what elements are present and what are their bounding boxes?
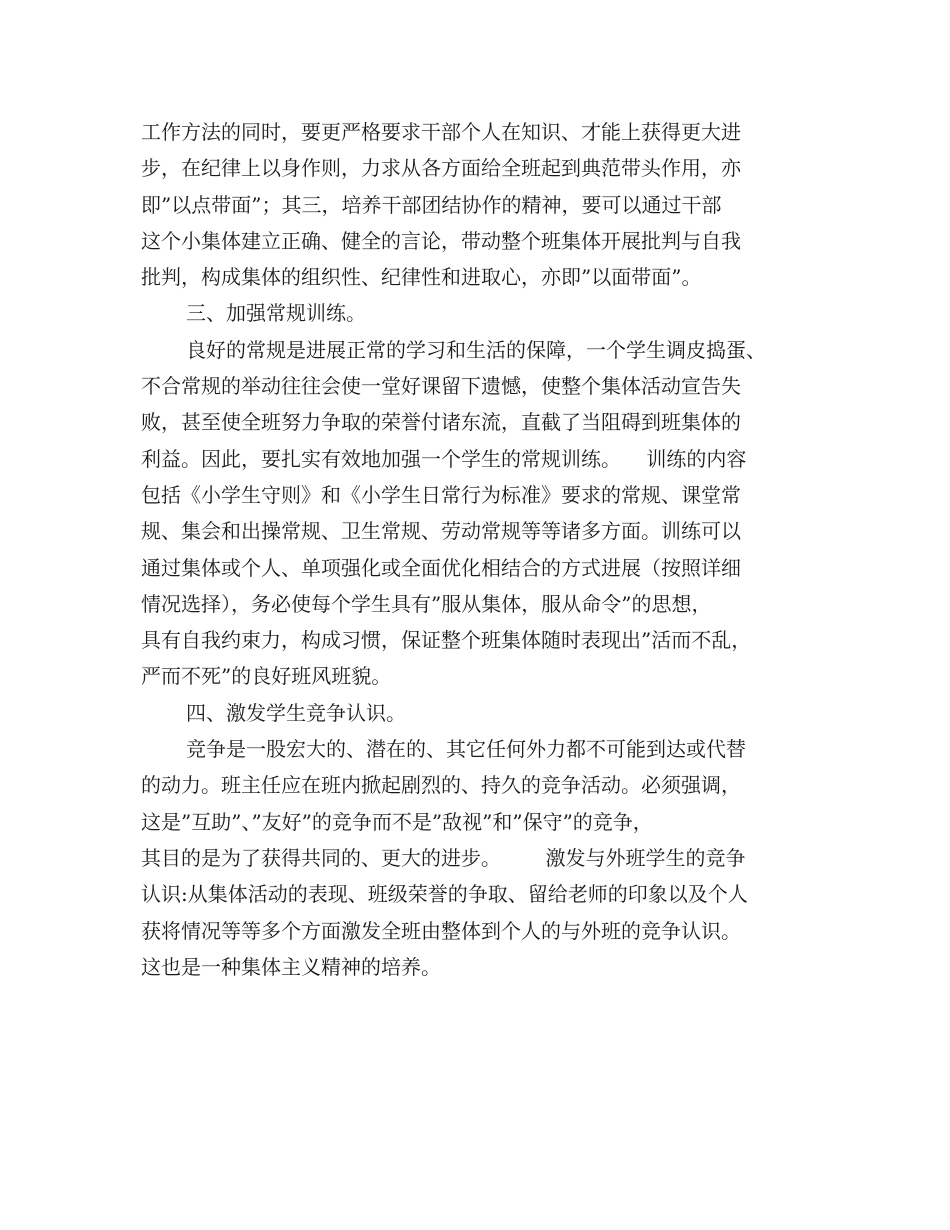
text-line: 竞争是一股宏大的、潜在的、其它任何外力都不可能到达或代替 [186, 737, 746, 762]
text-line: 具有自我约束力，构成习惯，保证整个班集体随时表现出”活而不乱， [141, 628, 752, 653]
text-line: 良好的常规是进展正常的学习和生活的保障，一个学生调皮捣蛋、 [186, 337, 766, 362]
text-line: 这个小集体建立正确、健全的言论，带动整个班集体开展批判与自我 [141, 228, 741, 253]
text-line: 工作方法的同时，要更严格要求干部个人在知识、才能上获得更大进 [141, 120, 741, 144]
text-line: 严而不死”的良好班风班貌。 [141, 664, 392, 689]
text-line: 这也是一种集体主义精神的培养。 [141, 954, 441, 979]
text-line: 认识:从集体活动的表现、班级荣誉的争取、留给老师的印象以及个人 [141, 882, 748, 907]
text-line: 四、激发学生竞争认识。 [186, 700, 406, 725]
text-line: 利益。因此，要扎实有效地加强一个学生的常规训练。 训练的内容 [141, 446, 747, 471]
text-line: 这是”互助”、”友好”的竞争而不是”敌视”和”保守”的竞争， [141, 809, 653, 834]
text-line: 不合常规的举动往往会使一堂好课留下遗憾，使整个集体活动宣告失 [141, 374, 741, 399]
text-line: 即”以点带面”；其三，培养干部团结协作的精神，要可以通过干部 [141, 192, 722, 217]
text-line: 通过集体或个人、单项强化或全面优化相结合的方式进展（按照详细 [141, 555, 741, 580]
text-line: 三、加强常规训练。 [186, 301, 366, 326]
document-body [141, 114, 841, 985]
text-line: 获将情况等等多个方面激发全班由整体到个人的与外班的竞争认识。 [141, 918, 741, 943]
text-line: 的动力。班主任应在班内掀起剧烈的、持久的竞争活动。必须强调， [141, 773, 741, 798]
text-line: 批判，构成集体的组织性、纪律性和进取心，亦即”以面带面”。 [141, 265, 702, 290]
text-line: 败，甚至使全班努力争取的荣誉付诸东流，直截了当阻碍到班集体的 [141, 410, 741, 435]
text-line: 情况选择），务必使每个学生具有”服从集体，服从命令”的思想， [141, 591, 712, 616]
text-line: 规、集会和出操常规、卫生常规、劳动常规等等诸多方面。训练可以 [141, 519, 741, 544]
text-line: 其目的是为了获得共同的、更大的进步。 激发与外班学生的竞争 [141, 845, 746, 870]
text-line: 包括《小学生守则》和《小学生日常行为标准》要求的常规、课堂常 [141, 482, 741, 507]
text-line: 步，在纪律上以身作则，力求从各方面给全班起到典范带头作用，亦 [141, 156, 741, 181]
